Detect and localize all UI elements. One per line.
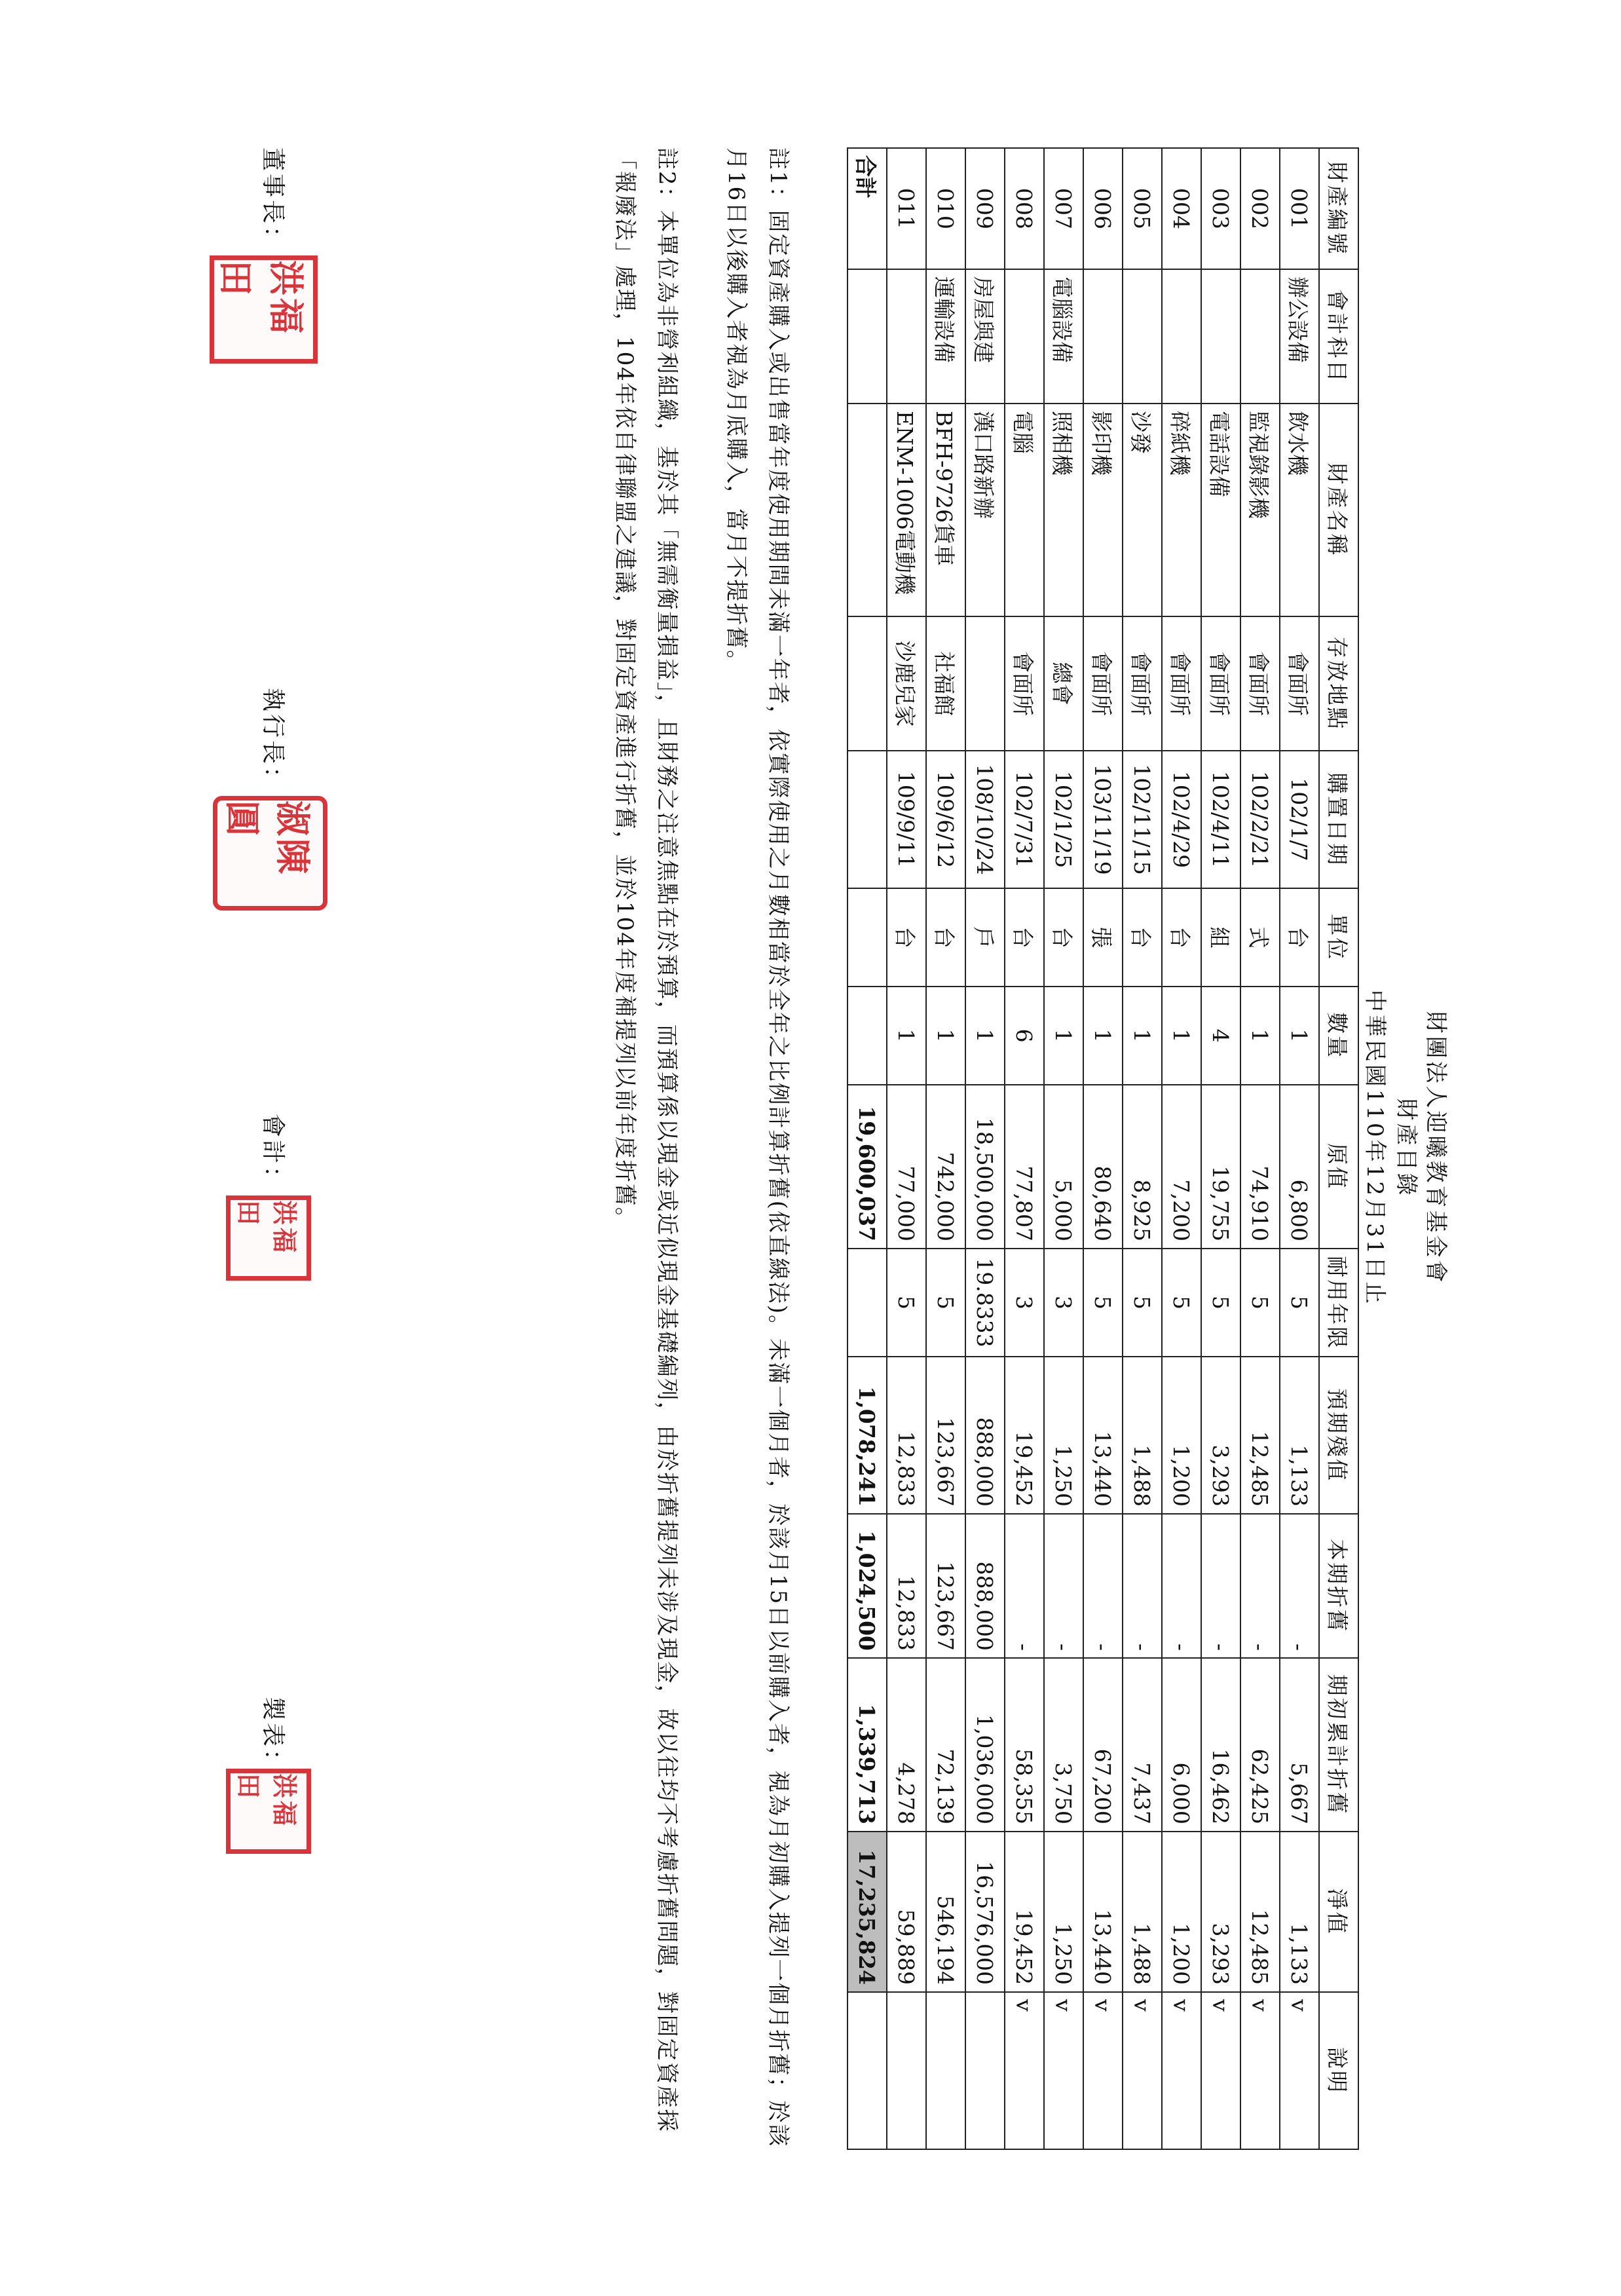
col-header-note: 說明 <box>1319 1992 1358 2149</box>
cell-name: 電話設備 <box>1201 404 1240 616</box>
cell-salvage: 1,200 <box>1162 1357 1201 1514</box>
cell-note <box>926 1992 965 2149</box>
cell-id: 004 <box>1162 148 1201 269</box>
table-header-row <box>1319 148 1358 2149</box>
cell-qty: 1 <box>965 987 1005 1085</box>
cell-qty: 1 <box>1123 987 1162 1085</box>
cell-note <box>887 1992 926 2149</box>
cell-net: 19,452 <box>1005 1832 1044 1992</box>
col-header-date: 購置日期 <box>1319 751 1358 888</box>
cell-note: v <box>1005 1992 1044 2149</box>
table-row <box>1044 148 1083 2149</box>
cell-account: 房屋與建 <box>965 269 1005 404</box>
asset-table <box>847 147 1359 2150</box>
cell-name: 電腦 <box>1005 404 1044 616</box>
total-label: 合計 <box>848 148 887 269</box>
cell-note <box>965 1992 1005 2149</box>
cell-unit: 台 <box>887 888 926 987</box>
cell-name: 漢口路新辦 <box>965 404 1005 616</box>
cell-location: 會面所 <box>1083 616 1123 751</box>
cell-location: 會面所 <box>1123 616 1162 751</box>
cell-date: 102/1/25 <box>1044 751 1083 888</box>
cell-id: 007 <box>1044 148 1083 269</box>
table-row <box>965 148 1005 2149</box>
note-1: 註1：固定資產購入或出售當年度使用期間未滿一年者，依實際使用之月數相當於全年之比例計算折舊(依直線法)。未滿一個月者，於該月15日以前購入者，視為月初購入提列一個月折舊；於該月16日以後購入者視為月底購入，當月不提折舊。 <box>723 147 791 2148</box>
cell-date: 102/11/15 <box>1123 751 1162 888</box>
cell-date: 102/2/21 <box>1240 751 1280 888</box>
cell-accum: 1,036,000 <box>965 1658 1005 1832</box>
cell-accum: 7,437 <box>1123 1658 1162 1832</box>
cell-cost: 80,640 <box>1083 1085 1123 1249</box>
cell-salvage: 1,250 <box>1044 1357 1083 1514</box>
cell-account <box>1083 269 1123 404</box>
cell-net: 1,488 <box>1123 1832 1162 1992</box>
cell-name: BFH-9726貨車 <box>926 404 965 616</box>
cell-unit: 台 <box>1123 888 1162 987</box>
cell-location: 會面所 <box>1201 616 1240 751</box>
cell-salvage: 123,667 <box>926 1357 965 1514</box>
cell-net: 546,194 <box>926 1832 965 1992</box>
cell-name: ENM-1006電動機 <box>887 404 926 616</box>
cell-id: 003 <box>1201 148 1240 269</box>
cell-account <box>1005 269 1044 404</box>
cell-account <box>1162 269 1201 404</box>
col-header-cost: 原值 <box>1319 1085 1358 1249</box>
cell-life: 5 <box>1123 1249 1162 1357</box>
cell-date: 102/4/29 <box>1162 751 1201 888</box>
cell-net: 12,485 <box>1240 1832 1280 1992</box>
cell-life: 19.8333 <box>965 1249 1005 1357</box>
cell-note: v <box>1162 1992 1201 2149</box>
cell-location: 會面所 <box>1280 616 1319 751</box>
cell-account <box>1123 269 1162 404</box>
cell-date: 103/11/19 <box>1083 751 1123 888</box>
cell-id: 006 <box>1083 148 1123 269</box>
cell-cost: 8,925 <box>1123 1085 1162 1249</box>
cell-unit: 台 <box>1162 888 1201 987</box>
cell-unit: 台 <box>926 888 965 987</box>
table-row <box>1162 148 1201 2149</box>
cell-name: 監視錄影機 <box>1240 404 1280 616</box>
cell-location: 總會 <box>1044 616 1083 751</box>
cell-life: 3 <box>1005 1249 1044 1357</box>
cell-unit: 組 <box>1201 888 1240 987</box>
cell-accum: 6,000 <box>1162 1658 1201 1832</box>
cell-salvage: 19,452 <box>1005 1357 1044 1514</box>
cell-date: 102/4/11 <box>1201 751 1240 888</box>
cell-account <box>1240 269 1280 404</box>
cell-id: 005 <box>1123 148 1162 269</box>
col-header-depreciation: 本期折舊 <box>1319 1514 1358 1658</box>
cell-net: 1,200 <box>1162 1832 1201 1992</box>
col-header-location: 存放地點 <box>1319 616 1358 751</box>
cell-id: 008 <box>1005 148 1044 269</box>
cell-cost: 77,807 <box>1005 1085 1044 1249</box>
cell-salvage: 12,485 <box>1240 1357 1280 1514</box>
cell-id: 011 <box>887 148 926 269</box>
col-header-qty: 數量 <box>1319 987 1358 1085</box>
table-row <box>1005 148 1044 2149</box>
cell-id: 010 <box>926 148 965 269</box>
cell-name: 碎紙機 <box>1162 404 1201 616</box>
cell-date: 108/10/24 <box>965 751 1005 888</box>
table-row <box>887 148 926 2149</box>
cell-unit: 式 <box>1240 888 1280 987</box>
cell-life: 3 <box>1044 1249 1083 1357</box>
cell-unit: 戶 <box>965 888 1005 987</box>
cell-dep: - <box>1280 1514 1319 1658</box>
col-header-salvage: 預期殘值 <box>1319 1357 1358 1514</box>
col-header-name: 財產名稱 <box>1319 404 1358 616</box>
col-header-id: 財產編號 <box>1319 148 1358 269</box>
cell-accum: 16,462 <box>1201 1658 1240 1832</box>
table-row <box>926 148 965 2149</box>
cell-account <box>1201 269 1240 404</box>
cell-location: 會面所 <box>1162 616 1201 751</box>
cell-unit: 台 <box>1044 888 1083 987</box>
org-title: 財團法人迎曦教育基金會 <box>1423 1011 1449 1285</box>
cell-cost: 74,910 <box>1240 1085 1280 1249</box>
total-cost: 19,600,037 <box>848 1085 887 1249</box>
total-row <box>848 148 887 2149</box>
cell-note: v <box>1280 1992 1319 2149</box>
cell-qty: 1 <box>1044 987 1083 1085</box>
cell-life: 5 <box>1201 1249 1240 1357</box>
cell-unit: 台 <box>1005 888 1044 987</box>
table-row <box>1201 148 1240 2149</box>
cell-note: v <box>1123 1992 1162 2149</box>
report-period: 中華民國110年12月31日止 <box>1362 989 1388 1307</box>
cell-accum: 3,750 <box>1044 1658 1083 1832</box>
cell-account <box>887 269 926 404</box>
col-header-net: 淨值 <box>1319 1832 1358 1992</box>
col-header-unit: 單位 <box>1319 888 1358 987</box>
cell-location: 社福館 <box>926 616 965 751</box>
total-net: 17,235,824 <box>848 1832 887 1992</box>
cell-accum: 62,425 <box>1240 1658 1280 1832</box>
cell-account: 電腦設備 <box>1044 269 1083 404</box>
total-depreciation: 1,024,500 <box>848 1514 887 1658</box>
accountant-seal: 洪福田 <box>226 1195 311 1281</box>
cell-accum: 58,355 <box>1005 1658 1044 1832</box>
cell-life: 5 <box>1280 1249 1319 1357</box>
cell-life: 5 <box>1083 1249 1123 1357</box>
cell-cost: 7,200 <box>1162 1085 1201 1249</box>
cell-account: 運輸設備 <box>926 269 965 404</box>
cell-qty: 4 <box>1201 987 1240 1085</box>
cell-cost: 77,000 <box>887 1085 926 1249</box>
cell-unit: 台 <box>1280 888 1319 987</box>
report-title: 財產目錄 <box>1393 1098 1419 1198</box>
cell-name: 照相機 <box>1044 404 1083 616</box>
cell-cost: 742,000 <box>926 1085 965 1249</box>
cell-dep: - <box>1123 1514 1162 1658</box>
cell-dep: - <box>1083 1514 1123 1658</box>
cell-dep: - <box>1005 1514 1044 1658</box>
ceo-label: 執行長： <box>259 688 286 793</box>
note-2: 註2：本單位為非營利組織，基於其「無需衡量損益」，且財務之注意焦點在於預算，而預算係以現金或近似現金基礎編列，由於折舊提列未涉及現金，故以往均不考慮折舊問題，對固定資產採「報廢法」處理，104年依自律聯盟之建議，對固定資產進行折舊，並於104年度補提列以前年度折舊。 <box>612 147 680 2133</box>
cell-cost: 6,800 <box>1280 1085 1319 1249</box>
cell-qty: 1 <box>1280 987 1319 1085</box>
cell-qty: 6 <box>1005 987 1044 1085</box>
cell-date: 109/6/12 <box>926 751 965 888</box>
cell-note: v <box>1044 1992 1083 2149</box>
cell-name: 影印機 <box>1083 404 1123 616</box>
cell-qty: 1 <box>1162 987 1201 1085</box>
col-header-life: 耐用年限 <box>1319 1249 1358 1357</box>
cell-date: 102/7/31 <box>1005 751 1044 888</box>
cell-id: 009 <box>965 148 1005 269</box>
cell-salvage: 1,488 <box>1123 1357 1162 1514</box>
cell-cost: 5,000 <box>1044 1085 1083 1249</box>
cell-dep: 888,000 <box>965 1514 1005 1658</box>
cell-note: v <box>1240 1992 1280 2149</box>
cell-id: 001 <box>1280 148 1319 269</box>
cell-location <box>965 616 1005 751</box>
cell-salvage: 12,833 <box>887 1357 926 1514</box>
table-row <box>1083 148 1123 2149</box>
table-row <box>1280 148 1319 2149</box>
cell-salvage: 1,133 <box>1280 1357 1319 1514</box>
cell-dep: - <box>1044 1514 1083 1658</box>
cell-life: 5 <box>1240 1249 1280 1357</box>
cell-net: 13,440 <box>1083 1832 1123 1992</box>
cell-salvage: 888,000 <box>965 1357 1005 1514</box>
cell-life: 5 <box>887 1249 926 1357</box>
cell-dep: - <box>1201 1514 1240 1658</box>
accountant-label: 會計： <box>259 1114 286 1193</box>
cell-net: 59,889 <box>887 1832 926 1992</box>
table-row <box>1240 148 1280 2149</box>
preparer-label: 製表： <box>259 1697 286 1776</box>
cell-accum: 5,667 <box>1280 1658 1319 1832</box>
total-salvage: 1,078,241 <box>848 1357 887 1514</box>
cell-name: 飲水機 <box>1280 404 1319 616</box>
cell-net: 3,293 <box>1201 1832 1240 1992</box>
cell-note: v <box>1201 1992 1240 2149</box>
cell-dep: 123,667 <box>926 1514 965 1658</box>
cell-location: 會面所 <box>1240 616 1280 751</box>
cell-net: 1,250 <box>1044 1832 1083 1992</box>
cell-life: 5 <box>926 1249 965 1357</box>
cell-accum: 67,200 <box>1083 1658 1123 1832</box>
cell-cost: 18,500,000 <box>965 1085 1005 1249</box>
cell-unit: 張 <box>1083 888 1123 987</box>
preparer-seal: 洪福田 <box>226 1769 311 1854</box>
cell-date: 109/9/11 <box>887 751 926 888</box>
cell-note: v <box>1083 1992 1123 2149</box>
cell-accum: 4,278 <box>887 1658 926 1832</box>
col-header-account: 會計科目 <box>1319 269 1358 404</box>
cell-location: 沙鹿兒家 <box>887 616 926 751</box>
cell-cost: 19,755 <box>1201 1085 1240 1249</box>
total-accumulated: 1,339,713 <box>848 1658 887 1832</box>
cell-dep: 12,833 <box>887 1514 926 1658</box>
cell-qty: 1 <box>1240 987 1280 1085</box>
cell-name: 沙發 <box>1123 404 1162 616</box>
cell-qty: 1 <box>887 987 926 1085</box>
chairman-label: 董事長： <box>259 147 286 253</box>
cell-life: 5 <box>1162 1249 1201 1357</box>
cell-accum: 72,139 <box>926 1658 965 1832</box>
cell-dep: - <box>1162 1514 1201 1658</box>
col-header-accumulated: 期初累計折舊 <box>1319 1658 1358 1832</box>
cell-salvage: 3,293 <box>1201 1357 1240 1514</box>
cell-net: 1,133 <box>1280 1832 1319 1992</box>
table-row <box>1123 148 1162 2149</box>
cell-date: 102/1/7 <box>1280 751 1319 888</box>
cell-id: 002 <box>1240 148 1280 269</box>
cell-salvage: 13,440 <box>1083 1357 1123 1514</box>
cell-net: 16,576,000 <box>965 1832 1005 1992</box>
cell-location: 會面所 <box>1005 616 1044 751</box>
ceo-seal: 淑陳圓 <box>213 796 327 911</box>
cell-dep: - <box>1240 1514 1280 1658</box>
cell-qty: 1 <box>926 987 965 1085</box>
chairman-seal: 洪福田 <box>210 255 318 364</box>
cell-account: 辦公設備 <box>1280 269 1319 404</box>
cell-qty: 1 <box>1083 987 1123 1085</box>
